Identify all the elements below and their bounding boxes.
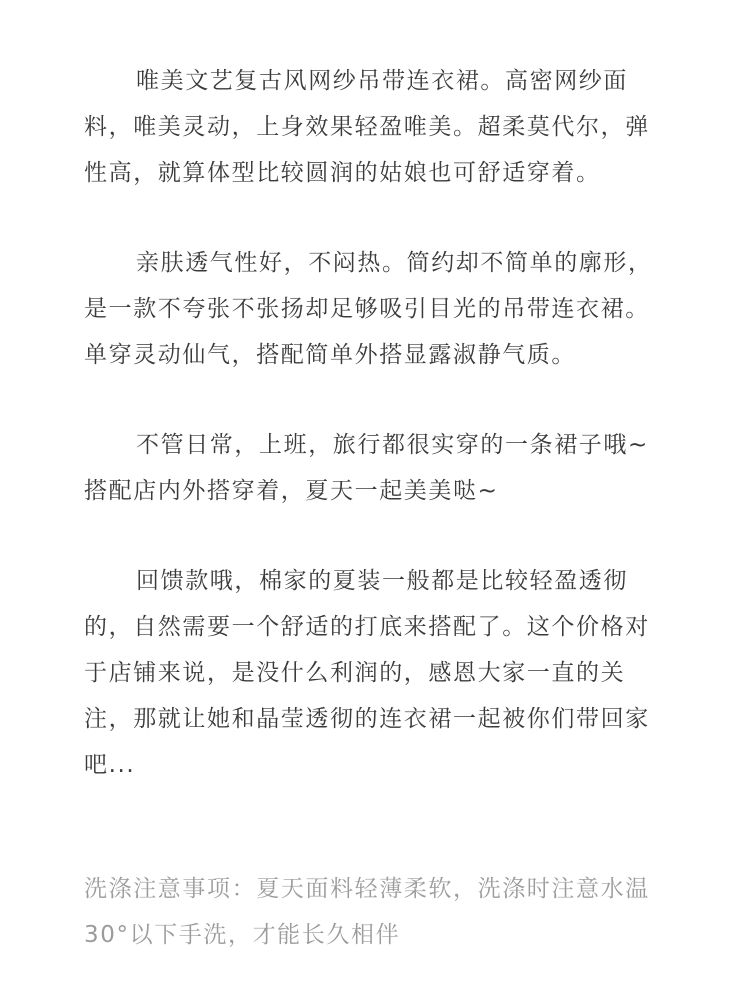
description-paragraph-1: 唯美文艺复古风网纱吊带连衣裙。高密网纱面料，唯美灵动，上身效果轻盈唯美。超柔莫代尔，弹性高，就算体型比较圆润的姑娘也可舒适穿着。 (84, 68, 650, 186)
product-description (84, 58, 669, 958)
description-paragraph-4: 回馈款哦，棉家的夏装一般都是比较轻盈透彻的，自然需要一个舒适的打底来搭配了。这个价格对于店铺来说，是没什么利润的，感恩大家一直的关注，那就让她和晶莹透彻的连衣裙一起被你们带回家吧... (84, 568, 650, 778)
care-instructions-note: 洗涤注意事项：夏天面料轻薄柔软，洗涤时注意水温30°以下手洗，才能长久相伴 (84, 876, 650, 948)
description-paragraph-3: 不管日常，上班，旅行都很实穿的一条裙子哦~搭配店内外搭穿着，夏天一起美美哒~ (84, 432, 649, 504)
description-paragraph-2: 亲肤透气性好，不闷热。简约却不简单的廓形，是一款不夸张不张扬却足够吸引目光的吊带连衣裙。单穿灵动仙气，搭配简单外搭显露淑静气质。 (84, 250, 653, 368)
